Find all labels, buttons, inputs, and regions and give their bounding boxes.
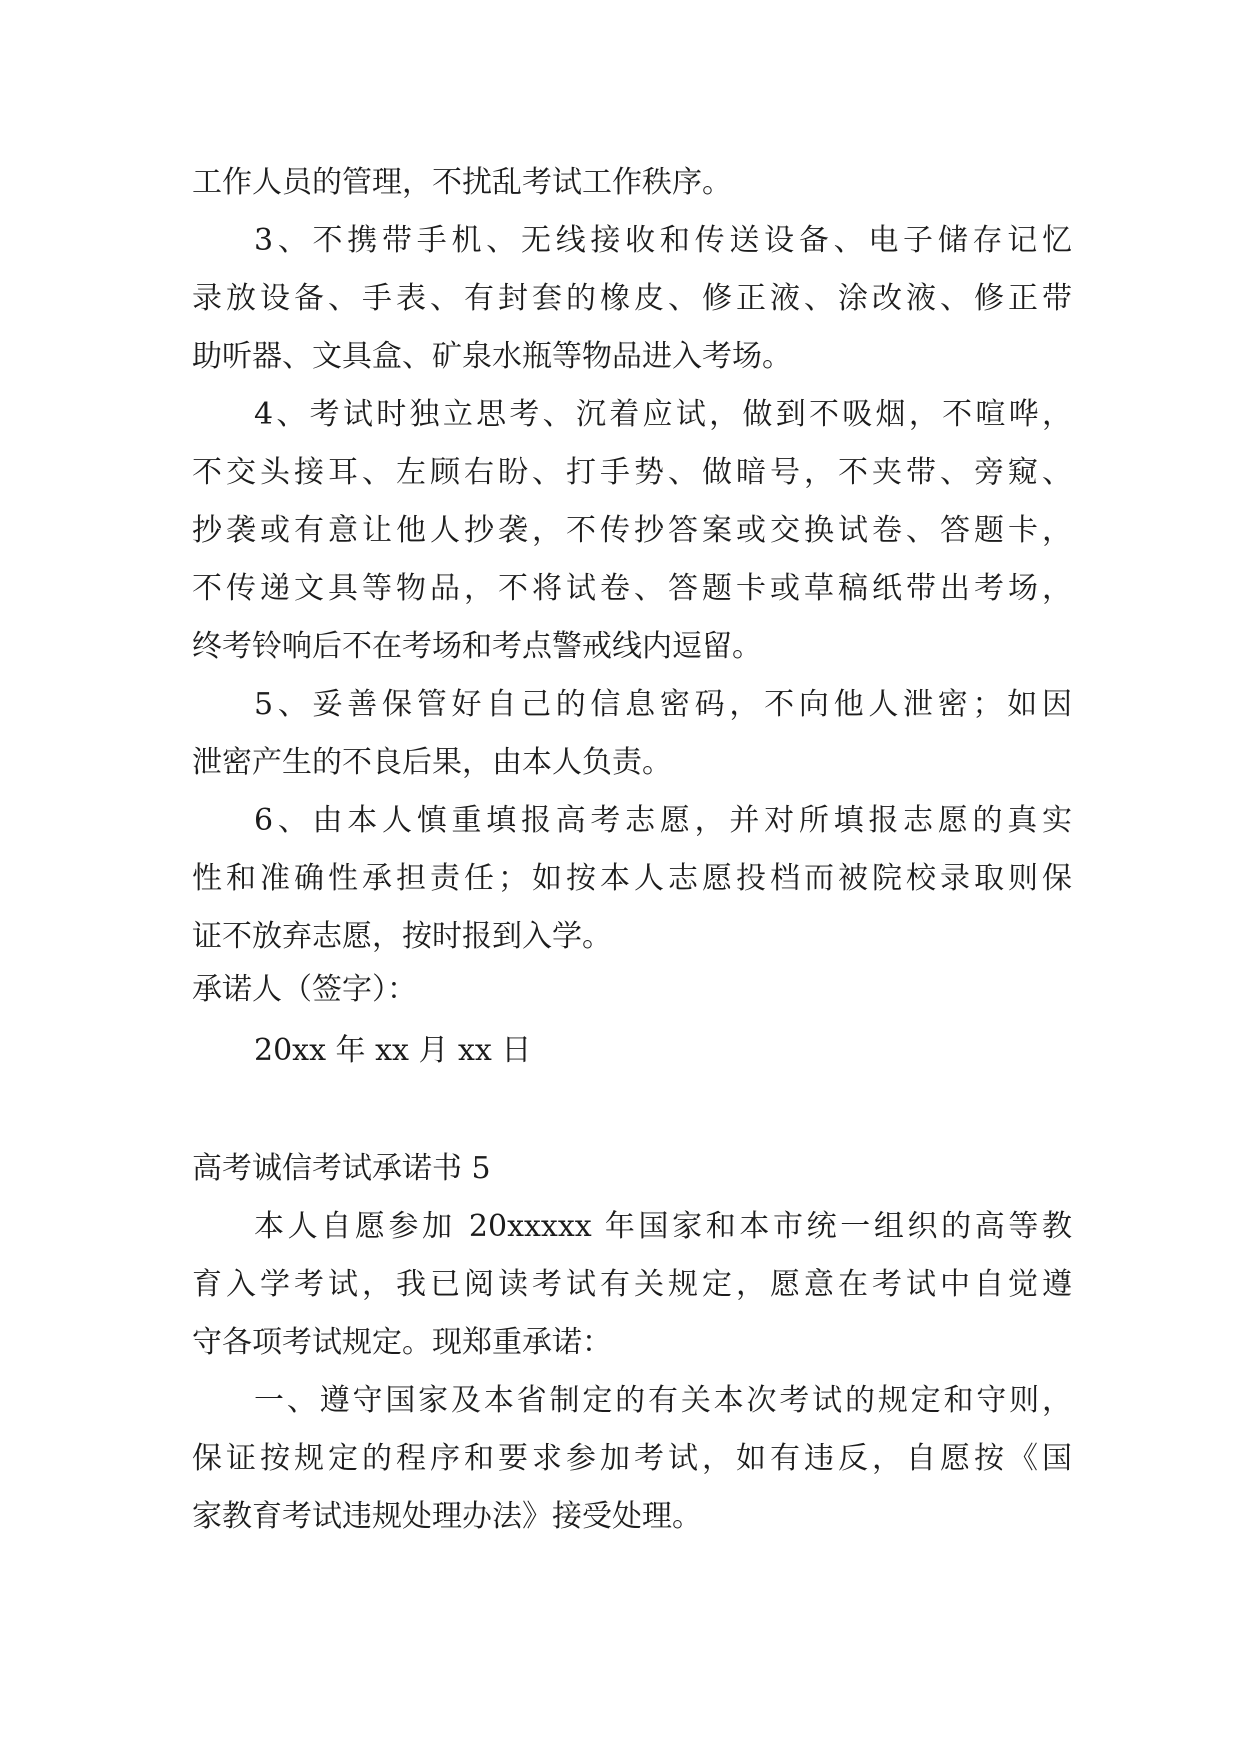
text-line: 性和准确性承担责任；如按本人志愿投档而被院校录取则保	[192, 861, 1072, 896]
text-line: 不交头接耳、左顾右盼、打手势、做暗号，不夹带、旁窥、	[192, 455, 1072, 490]
text-line: 保证按规定的程序和要求参加考试，如有违反，自愿按《国	[192, 1441, 1072, 1476]
text-line: 5、妥善保管好自己的信息密码，不向他人泄密；如因	[254, 687, 1072, 722]
text-line: 抄袭或有意让他人抄袭，不传抄答案或交换试卷、答题卡，	[192, 513, 1072, 548]
text-line: 工作人员的管理，不扰乱考试工作秩序。	[192, 165, 732, 200]
text-line: 6、由本人慎重填报高考志愿，并对所填报志愿的真实	[254, 803, 1072, 838]
text-line: 录放设备、手表、有封套的橡皮、修正液、涂改液、修正带	[192, 281, 1072, 316]
signature-date: 20xx 年 xx 月 xx 日	[254, 1033, 532, 1068]
text-line: 一、遵守国家及本省制定的有关本次考试的规定和守则，	[254, 1383, 1072, 1418]
text-line: 泄密产生的不良后果，由本人负责。	[192, 745, 672, 780]
section-heading: 高考诚信考试承诺书 5	[192, 1151, 491, 1186]
text-line: 家教育考试违规处理办法》接受处理。	[192, 1499, 702, 1534]
text-line: 4、考试时独立思考、沉着应试，做到不吸烟，不喧哗，	[254, 397, 1072, 432]
text-line: 3、不携带手机、无线接收和传送设备、电子储存记忆	[254, 223, 1072, 258]
text-line: 育入学考试，我已阅读考试有关规定，愿意在考试中自觉遵	[192, 1267, 1072, 1302]
signature-label: 承诺人（签字）：	[192, 972, 417, 1007]
text-line: 证不放弃志愿，按时报到入学。	[192, 919, 612, 954]
text-line: 不传递文具等物品，不将试卷、答题卡或草稿纸带出考场，	[192, 571, 1072, 606]
text-line: 本人自愿参加 20xxxxx 年国家和本市统一组织的高等教	[254, 1209, 1072, 1244]
text-line: 终考铃响后不在考场和考点警戒线内逗留。	[192, 629, 762, 664]
text-line: 守各项考试规定。现郑重承诺：	[192, 1325, 612, 1360]
text-line: 助听器、文具盒、矿泉水瓶等物品进入考场。	[192, 339, 792, 374]
